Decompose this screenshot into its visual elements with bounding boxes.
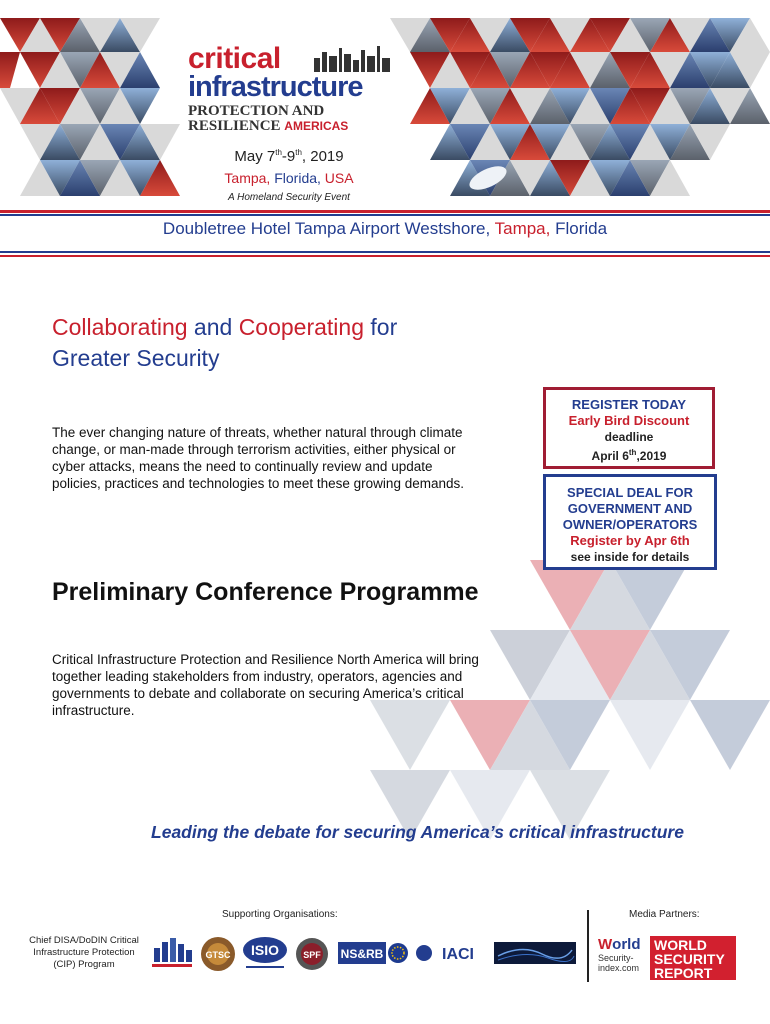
register-date-post: ,2019 (636, 449, 667, 463)
bg-tri (690, 700, 770, 770)
isio-text: ISIO (250, 942, 280, 958)
org-logo-building-icon[interactable] (148, 934, 196, 974)
org-logo-nsrb[interactable] (336, 934, 412, 974)
org-logo-spf[interactable] (294, 934, 330, 974)
event-country: USA (324, 170, 354, 186)
intro-paragraph: The ever changing nature of threats, whether natural through climate change, or man-made through terrorism activities, either physical or cyber attacks, means the need to continually review and update policies, practices and technologies to meet these growing demands. (52, 425, 464, 491)
dates-post: , 2019 (301, 148, 344, 165)
special-line2: GOVERNMENT AND (567, 501, 693, 516)
ws-index-line3: index.com (598, 963, 640, 973)
register-deadline-date (546, 445, 712, 464)
bg-tri (610, 700, 690, 770)
event-dates (180, 148, 398, 165)
register-box[interactable] (543, 387, 715, 469)
org-logo-network[interactable] (492, 934, 578, 974)
event-state: Florida, (274, 170, 321, 186)
logo-line2: infrastructure (188, 71, 363, 103)
divider-red-top (0, 210, 770, 213)
programme-title: Preliminary Conference Programme (52, 578, 479, 606)
dates-sup2: th (295, 148, 302, 157)
supporting-label: Supporting Organisations: (222, 909, 338, 920)
wsr-line2: SECURITY (654, 951, 725, 967)
world-security-index-logo[interactable] (598, 937, 646, 981)
headline-line2: Greater Security (52, 345, 220, 371)
programme-paragraph: Critical Infrastructure Protection and Resilience North America will bring together leading stakeholders from industry, operators, agencies and governments to debate and collaborate on securing America’s critical infrastructure. (52, 652, 479, 718)
event-tag: A Homeland Security Event (228, 192, 350, 203)
logo-americas: AMERICAS (284, 119, 349, 133)
event-location (180, 170, 398, 186)
special-line4: Register by Apr 6th (570, 533, 690, 548)
org-logo-isio[interactable] (240, 934, 290, 974)
dates-mid: -9 (281, 148, 296, 165)
register-date-pre: April 6 (591, 449, 629, 463)
register-date-sup: th (628, 448, 637, 457)
dates-sup1: th (275, 148, 282, 157)
ws-index-w: W (598, 936, 613, 953)
headline-word2: and (193, 314, 233, 340)
wsr-line1: WORLD (654, 937, 707, 953)
venue-city: Tampa, (494, 219, 551, 238)
register-deadline-label: deadline (604, 430, 654, 444)
gtsc-text: GTSC (205, 950, 231, 960)
special-line3: OWNER/OPERATORS (562, 517, 698, 532)
event-city: Tampa, (224, 170, 271, 186)
event-logo (182, 42, 400, 142)
special-line1: SPECIAL DEAL FOR (567, 485, 693, 500)
media-label: Media Partners: (629, 909, 700, 920)
special-deal-box[interactable] (543, 474, 717, 570)
footer-divider (587, 910, 589, 982)
org-logo-iaci[interactable] (414, 934, 490, 974)
spf-text: SPF (303, 950, 321, 960)
ws-index-orld: orld (612, 936, 641, 953)
special-line5: see inside for details (570, 550, 690, 564)
skyline-icon (312, 44, 392, 72)
ws-index-line2: Security- (598, 953, 634, 963)
logo-line3: PROTECTION AND (188, 103, 325, 119)
headline (52, 312, 522, 374)
register-discount: Early Bird Discount (568, 413, 690, 428)
world-security-report-logo[interactable] (650, 936, 736, 980)
headline-word4: for (370, 314, 398, 340)
headline-word3: Cooperating (238, 314, 364, 340)
wsr-line3: REPORT (654, 965, 713, 981)
venue-name: Doubletree Hotel Tampa Airport Westshore, (162, 219, 491, 238)
iaci-text: IACI (442, 946, 474, 963)
logo-line4-text: RESILIENCE (188, 118, 281, 134)
divider-blue-top (0, 214, 770, 216)
dates-pre: May 7 (234, 148, 276, 165)
org-logo-gtsc[interactable] (198, 934, 238, 974)
register-title: REGISTER TODAY (571, 397, 687, 412)
venue-state: Florida (555, 219, 608, 238)
mosaic-tri (0, 52, 20, 88)
divider-blue-bottom (0, 251, 770, 253)
nsrb-text: NS&RB (340, 947, 384, 961)
divider-red-bottom (0, 255, 770, 257)
headline-word1: Collaborating (52, 314, 188, 340)
logo-line4 (188, 119, 348, 134)
logo-line1: critical (188, 42, 281, 75)
cip-program-text: Chief DISA/DoDIN Critical Infrastructure Protection (CIP) Program (29, 935, 139, 970)
ws-index-title (598, 937, 646, 953)
venue-banner (0, 219, 770, 239)
tagline: Leading the debate for securing America’s critical infrastructure (151, 822, 684, 842)
